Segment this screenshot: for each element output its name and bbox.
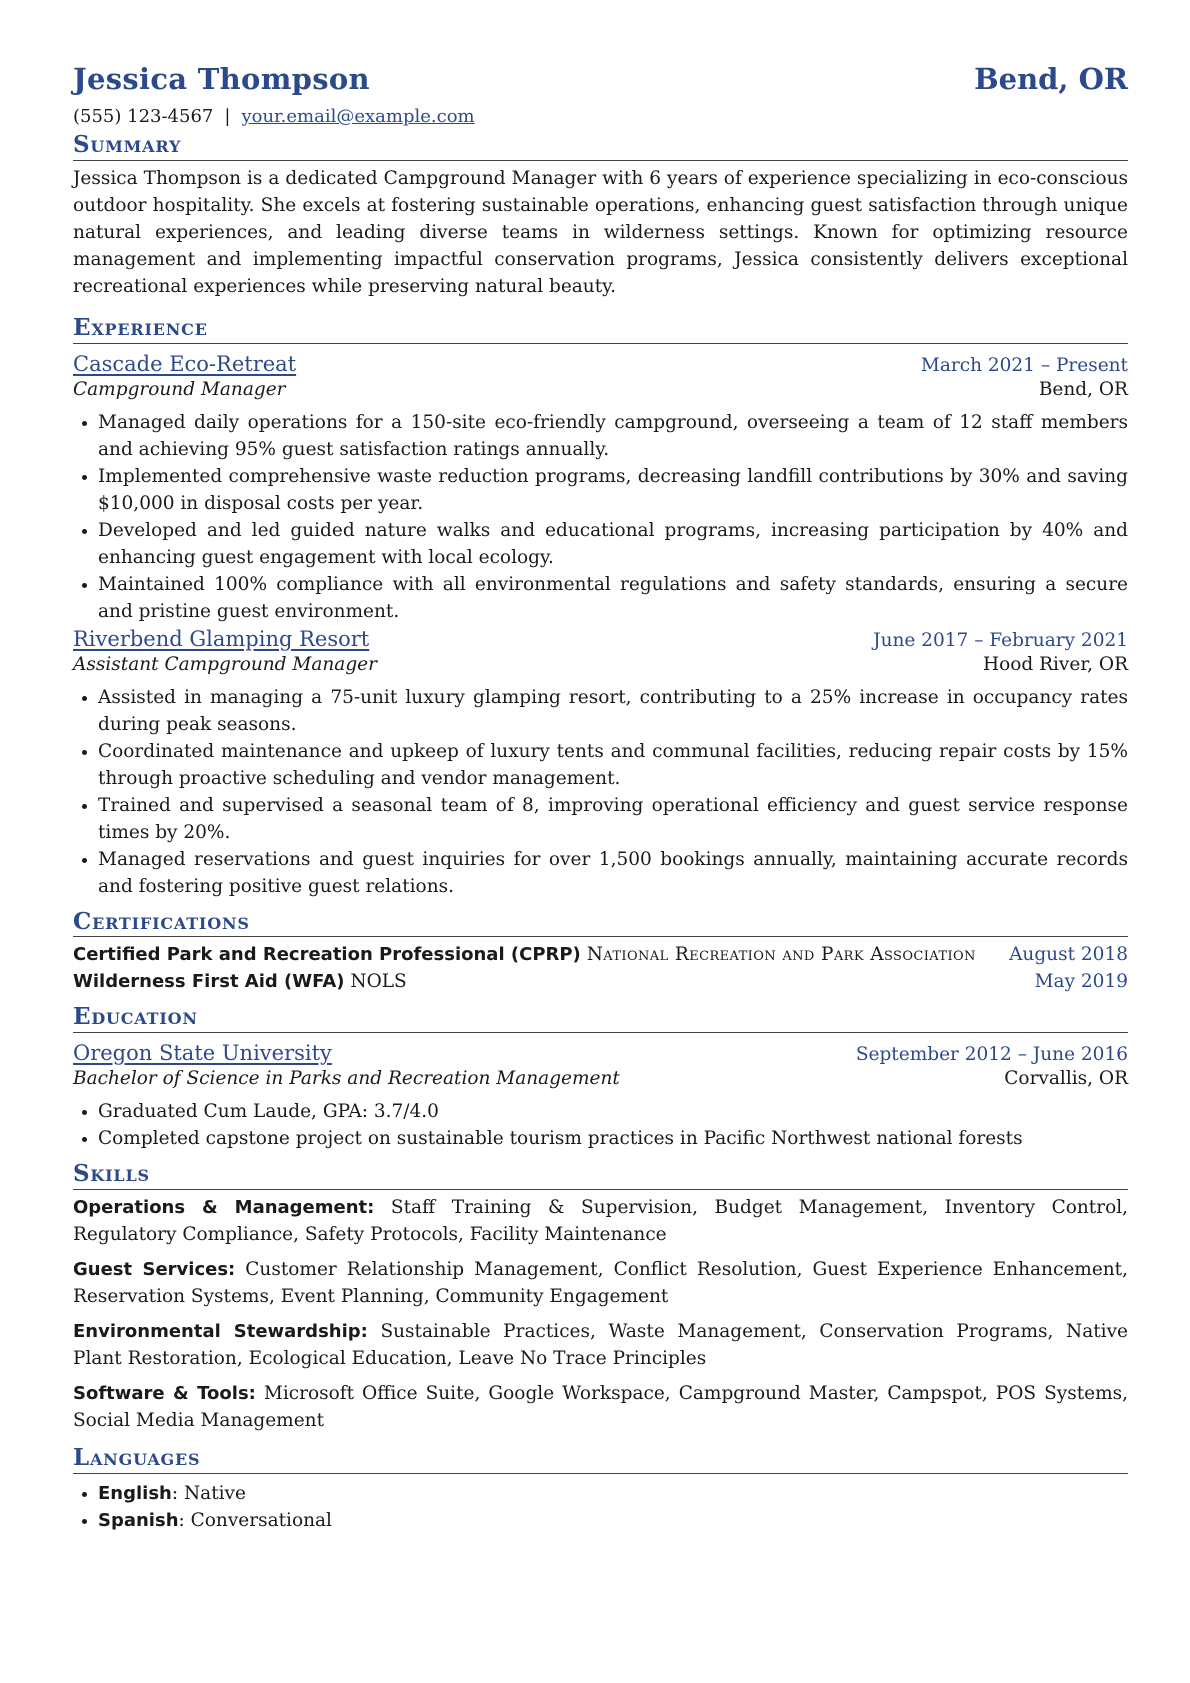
header <box>73 62 1128 96</box>
list-item: • Graduated Cum Laude, GPA: 3.7/4.0 <box>98 1098 1128 1125</box>
certification-name: Wilderness First Aid (WFA) <box>73 971 345 993</box>
language-name: English <box>98 1482 172 1504</box>
certification-issuer: NOLS <box>350 971 407 993</box>
skill-group <box>73 1194 1128 1248</box>
skill-label: Operations & Management: <box>73 1196 375 1218</box>
education-entry <box>73 1041 1128 1152</box>
list-item: • Trained and supervised a seasonal team of 8, improving operational efficiency and guest service response times by 20%. <box>98 792 1128 846</box>
certification-date: August 2018 <box>1009 944 1128 966</box>
list-item: • Managed reservations and guest inquiries for over 1,500 bookings annually, maintaining accurate records and fostering positive guest relations. <box>98 846 1128 900</box>
bullet-list <box>73 409 1128 625</box>
certification-item <box>73 941 1128 968</box>
certifications-section <box>73 908 1128 996</box>
skill-label: Guest Services: <box>73 1258 236 1280</box>
org-link[interactable]: Cascade Eco-Retreat <box>73 351 297 376</box>
skill-group <box>73 1380 1128 1434</box>
certification-item <box>73 968 1128 995</box>
bullet-list <box>73 1098 1128 1152</box>
skills-section <box>73 1160 1128 1434</box>
entry-subheader-row <box>73 379 1128 400</box>
resume-page <box>73 62 1128 1534</box>
entry-date: June 2017 – February 2021 <box>873 629 1128 651</box>
language-level: : Conversational <box>178 1509 332 1531</box>
list-item: • Coordinated maintenance and upkeep of luxury tents and communal facilities, reducing repair costs by 15% through proactive scheduling and vendor management. <box>98 738 1128 792</box>
school-link[interactable]: Oregon State University <box>73 1041 332 1065</box>
language-name: Spanish <box>98 1509 179 1531</box>
skill-label: Environmental Stewardship: <box>73 1320 368 1342</box>
list-item: • Implemented comprehensive waste reduction programs, decreasing landfill contributions by 30% and saving $10,000 in disposal costs per year. <box>98 463 1128 517</box>
header-location: Bend, OR <box>974 62 1128 96</box>
entry-location: Hood River, OR <box>982 653 1128 675</box>
certification-issuer: National Recreation and Park Association <box>586 944 976 966</box>
bullet-list <box>73 684 1128 900</box>
entry-header-row <box>73 627 1128 651</box>
language-item <box>98 1480 1128 1507</box>
languages-section <box>73 1444 1128 1534</box>
experience-entry <box>73 627 1128 900</box>
entry-subheader-row <box>73 654 1128 675</box>
entry-date: September 2012 – June 2016 <box>855 1044 1128 1065</box>
skill-group <box>73 1318 1128 1372</box>
section-title-summary: Summary <box>73 131 1128 161</box>
certification-date: May 2019 <box>1034 971 1128 993</box>
language-level: : Native <box>171 1482 246 1504</box>
list-item: • Managed daily operations for a 150-site eco-friendly campground, overseeing a team of 12 staff members and achieving 95% guest satisfaction ratings annually. <box>98 409 1128 463</box>
job-title: Assistant Campground Manager <box>73 653 377 675</box>
language-list <box>73 1480 1128 1534</box>
summary-section <box>73 131 1128 300</box>
skill-values: Sustainable Practices, Waste Management, Conservation Programs, Native Plant Restoration, Ecological Education, Leave No Trace Principles <box>73 1320 1128 1369</box>
skill-group <box>73 1256 1128 1310</box>
email-link[interactable]: your.email@example.com <box>241 106 475 127</box>
entry-header-row <box>73 1041 1128 1065</box>
section-title-education: Education <box>73 1003 1128 1033</box>
skill-label: Software & Tools: <box>73 1382 256 1404</box>
list-item: • Completed capstone project on sustainable tourism practices in Pacific Northwest national forests <box>98 1125 1128 1152</box>
skill-values: Customer Relationship Management, Conflict Resolution, Guest Experience Enhancement, Reservation Systems, Event Planning, Community Engagement <box>73 1258 1128 1307</box>
skill-values: Microsoft Office Suite, Google Workspace, Campground Master, Campspot, POS Systems, Social Media Management <box>73 1382 1128 1431</box>
certification-body <box>73 941 1003 968</box>
entry-date: March 2021 – Present <box>920 354 1128 376</box>
candidate-name: Jessica Thompson <box>73 62 370 96</box>
job-title: Campground Manager <box>73 378 286 400</box>
list-item: • Assisted in managing a 75-unit luxury glamping resort, contributing to a 25% increase in occupancy rates during peak seasons. <box>98 684 1128 738</box>
list-item: • Developed and led guided nature walks and educational programs, increasing participation by 40% and enhancing guest engagement with local ecology. <box>98 517 1128 571</box>
entry-location: Bend, OR <box>1038 378 1128 400</box>
section-title-languages: Languages <box>73 1444 1128 1474</box>
experience-entry <box>73 352 1128 625</box>
degree-title: Bachelor of Science in Parks and Recreation Management <box>73 1068 620 1089</box>
phone-number: (555) 123-4567 <box>73 106 214 127</box>
entry-subheader-row <box>73 1068 1128 1089</box>
section-title-skills: Skills <box>73 1160 1128 1190</box>
list-item: • Maintained 100% compliance with all environmental regulations and safety standards, ensuring a secure and pristine guest environment. <box>98 571 1128 625</box>
org-link[interactable]: Riverbend Glamping Resort <box>73 626 370 651</box>
entry-header-row <box>73 352 1128 376</box>
section-title-experience: Experience <box>73 314 1128 344</box>
entry-location: Corvallis, OR <box>1004 1068 1128 1089</box>
contact-line <box>73 106 1128 127</box>
contact-separator: | <box>224 106 231 127</box>
language-item <box>98 1507 1128 1534</box>
summary-text: Jessica Thompson is a dedicated Campground Manager with 6 years of experience specializing in eco-conscious outdoor hospitality. She excels at fostering sustainable operations, enhancing guest satisfaction through unique natural experiences, and leading diverse teams in wilderness settings. Known for optimizing resource management and implementing impactful conservation programs, Jessica consistently delivers exceptional recreational experiences while preserving natural beauty. <box>73 167 1128 297</box>
experience-section <box>73 314 1128 900</box>
section-title-certifications: Certifications <box>73 908 1128 938</box>
skill-values: Staff Training & Supervision, Budget Management, Inventory Control, Regulatory Compliance, Safety Protocols, Facility Maintenance <box>73 1196 1128 1245</box>
certification-body <box>73 968 1003 995</box>
certification-name: Certified Park and Recreation Professional (CPRP) <box>73 944 581 966</box>
education-section <box>73 1003 1128 1152</box>
